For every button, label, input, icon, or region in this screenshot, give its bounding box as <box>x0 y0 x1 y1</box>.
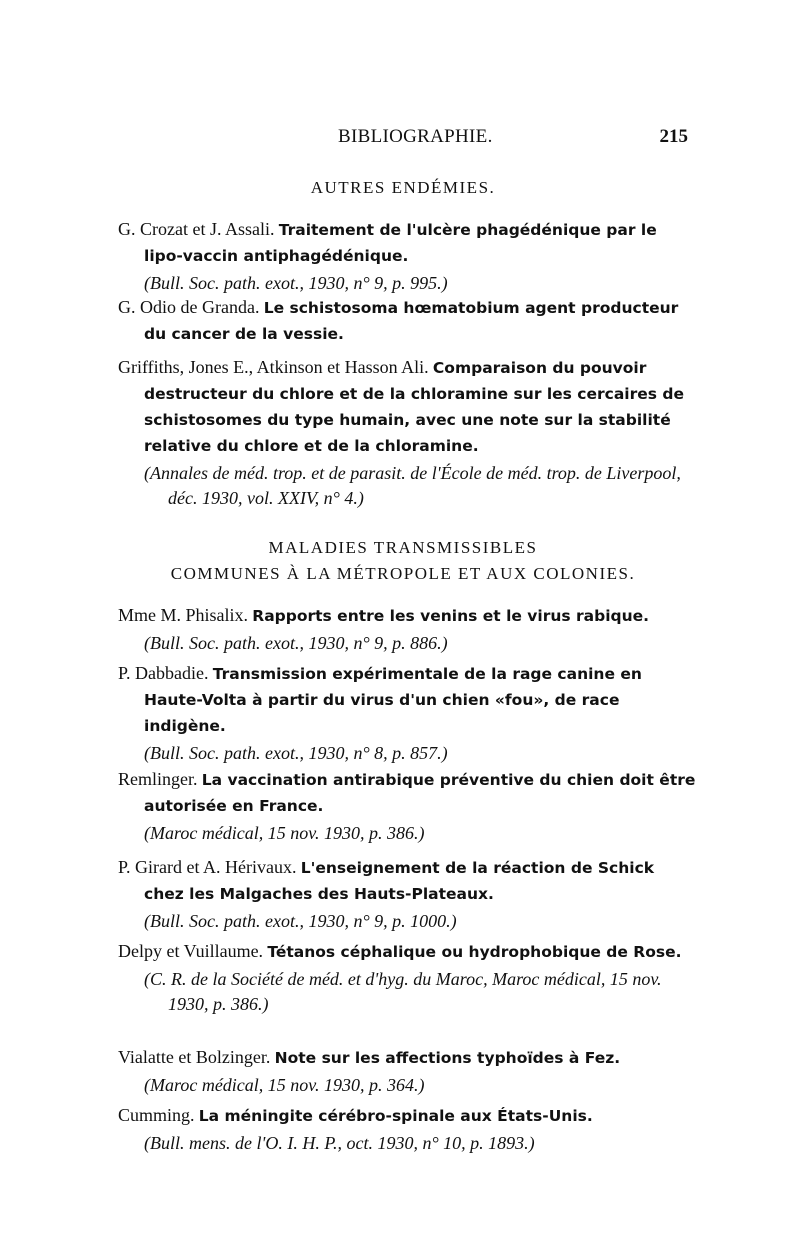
page-number: 215 <box>659 126 688 147</box>
section-title-maladies-line2: COMMUNES À LA MÉTROPOLE ET AUX COLONIES. <box>170 564 636 583</box>
entry-authors: Vialatte et Bolzinger. <box>118 1047 271 1067</box>
bibliography-entry <box>118 766 698 846</box>
entry-title: Comparaison du pouvoir destructeur du chlore et de la chloramine sur les cercaires de schistosomes du type humain, avec une note sur la stabilité relative du chlore et de la chloramine. <box>144 359 684 455</box>
entry-authors: P. Girard et A. Hérivaux. <box>118 857 297 877</box>
bibliography-entry <box>118 938 698 1017</box>
bibliography-entry <box>118 216 698 296</box>
section-title-maladies-line1: MALADIES TRANSMISSIBLES <box>268 538 538 557</box>
entry-reference: (Bull. Soc. path. exot., 1930, n° 8, p. 857.) <box>144 743 448 763</box>
entry-title: L'enseignement de la réaction de Schick chez les Malgaches des Hauts-Plateaux. <box>144 859 655 903</box>
entry-authors: G. Odio de Granda. <box>118 297 260 317</box>
entry-reference: (Maroc médical, 15 nov. 1930, p. 386.) <box>144 823 425 843</box>
entry-title: Tétanos céphalique ou hydrophobique de Rose. <box>267 943 682 961</box>
bibliography-entry <box>118 354 698 511</box>
entry-authors: Cumming. <box>118 1105 195 1125</box>
entry-authors: Delpy et Vuillaume. <box>118 941 264 961</box>
entry-reference: (Bull. Soc. path. exot., 1930, n° 9, p. 995.) <box>144 273 448 293</box>
entry-title: Transmission expérimentale de la rage canine en Haute-Volta à partir du virus d'un chien «fou», de race indigène. <box>144 665 642 735</box>
entry-reference: (Bull. mens. de l'O. I. H. P., oct. 1930, n° 10, p. 1893.) <box>144 1133 535 1153</box>
entry-reference: (Bull. Soc. path. exot., 1930, n° 9, p. 1000.) <box>144 911 457 931</box>
bibliography-entry <box>118 660 698 766</box>
entry-reference: (Annales de méd. trop. et de parasit. de l'École de méd. trop. de Liverpool, déc. 1930, vol. XXIV, n° 4.) <box>144 463 681 508</box>
entry-title: Traitement de l'ulcère phagédénique par le lipo-vaccin antiphagédénique. <box>144 221 657 265</box>
entry-authors: Mme M. Phisalix. <box>118 605 249 625</box>
entry-reference: (Bull. Soc. path. exot., 1930, n° 9, p. 886.) <box>144 633 448 653</box>
entry-title: Le schistosoma hœmatobium agent producteur du cancer de la vessie. <box>144 299 679 343</box>
entry-title: Rapports entre les venins et le virus rabique. <box>252 607 650 625</box>
entry-authors: G. Crozat et J. Assali. <box>118 219 275 239</box>
entry-reference: (C. R. de la Société de méd. et d'hyg. du Maroc, Maroc médical, 15 nov. 1930, p. 386.) <box>144 969 662 1014</box>
running-head-title: BIBLIOGRAPHIE. <box>338 126 493 147</box>
section-title-autres-endemies: AUTRES ENDÉMIES. <box>310 178 496 197</box>
bibliography-entry <box>118 854 698 934</box>
bibliography-entry <box>118 1102 698 1156</box>
running-head <box>118 126 688 152</box>
bibliography-entry <box>118 602 698 656</box>
entry-reference: (Maroc médical, 15 nov. 1930, p. 364.) <box>144 1075 425 1095</box>
entry-authors: Griffiths, Jones E., Atkinson et Hasson Ali. <box>118 357 429 377</box>
entry-authors: P. Dabbadie. <box>118 663 209 683</box>
entry-authors: Remlinger. <box>118 769 198 789</box>
entry-title: Note sur les affections typhoïdes à Fez. <box>274 1049 621 1067</box>
entry-title: La méningite cérébro-spinale aux États-Unis. <box>198 1107 593 1125</box>
bibliography-entry <box>118 1044 698 1098</box>
entry-title: La vaccination antirabique préventive du chien doit être autorisée en France. <box>144 771 696 815</box>
bibliography-entry <box>118 294 698 347</box>
